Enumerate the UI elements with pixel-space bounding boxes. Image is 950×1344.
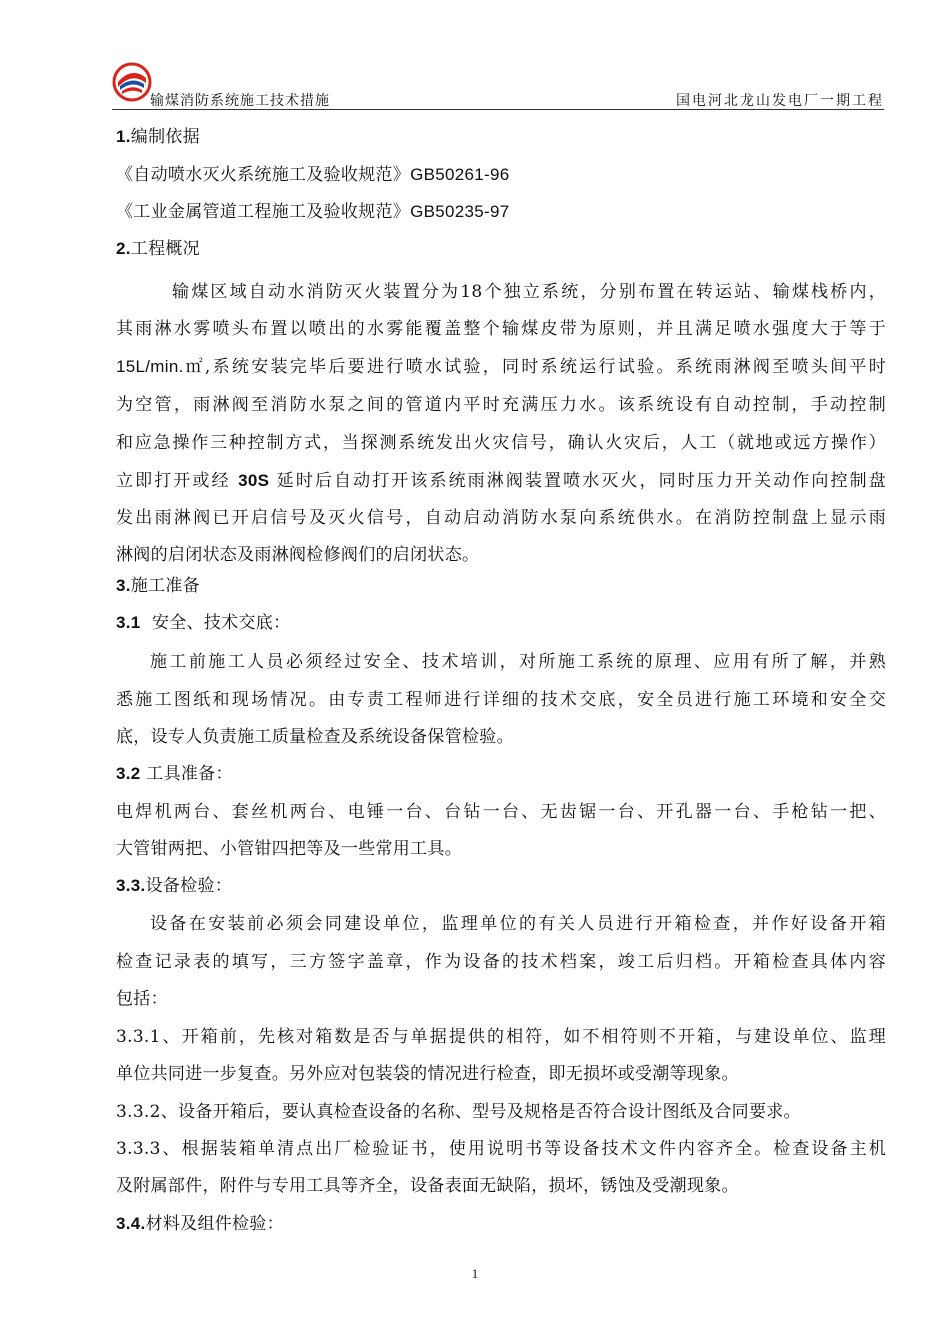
tools-line-2: 大管钳两把、小管钳四把等及一些常用工具。	[116, 839, 462, 859]
spray-intensity-value: 15L/min.㎡	[116, 357, 205, 376]
section-title: 安全、技术交底：	[151, 613, 291, 633]
overview-line-6-text: 延时后自动打开该系统雨淋阀装置喷水灭火，同时压力开关动作向控制盘	[276, 471, 886, 491]
section-heading-2	[116, 237, 886, 261]
delay-value: 30S	[238, 471, 270, 490]
overview-line-7: 发出雨淋阀已开启信号及灭火信号，自动启动消防水泵向系统供水。在消防控制盘上显示雨	[116, 508, 886, 528]
inspection-line-1: 设备在安装前必须会同建设单位，监理单位的有关人员进行开箱检查，并作好设备开箱	[150, 914, 886, 934]
header-divider	[112, 109, 884, 110]
reference-1	[116, 163, 886, 187]
safety-line-2: 悉施工图纸和现场情况。由专责工程师进行详细的技术交底，安全员进行施工环境和安全交	[116, 690, 886, 710]
section-number: 3.1	[116, 613, 141, 632]
section-number: 3.2	[116, 764, 141, 783]
section-number: 2.	[116, 239, 131, 258]
overview-line-2: 其雨淋水雾喷头布置以喷出的水雾能覆盖整个输煤皮带为原则，并且满足喷水强度大于等于	[116, 319, 886, 339]
subsection-heading-3-3	[116, 874, 886, 898]
section-title: 材料及组件检验：	[145, 1214, 284, 1234]
overview-line-8: 淋阀的启闭状态及雨淋阀检修阀们的启闭状态。	[116, 545, 480, 565]
section-number: 1.	[116, 127, 131, 146]
reference-code: GB50261-96	[410, 165, 510, 184]
section-title: 工具准备：	[146, 764, 233, 784]
reference-title: 《工业金属管道工程施工及验收规范》	[116, 202, 411, 222]
inspection-line-3: 包括：	[116, 989, 168, 1009]
overview-line-3-text: ,系统安装完毕后要进行喷水试验，同时系统运行试验。系统雨淋阀至喷头间平时	[204, 357, 887, 377]
subsection-heading-3-1	[116, 611, 886, 635]
safety-line-3: 底，设专人负责施工质量检查及系统设备保管检验。	[116, 727, 514, 747]
item-3-3-3-line-1: 3.3.3、根据装箱单清点出厂检验证书，使用说明书等设备技术文件内容齐全。检查设备主机	[116, 1139, 886, 1159]
reference-2	[116, 200, 886, 224]
overview-line-5: 和应急操作三种控制方式，当探测系统发出火灾信号，确认火灾后，人工（就地或远方操作）	[116, 433, 886, 453]
reference-title: 《自动喷水灭火系统施工及验收规范》	[116, 165, 411, 185]
header-document-title: 输煤消防系统施工技术措施	[150, 93, 330, 109]
overview-line-4: 为空管，雨淋阀至消防水泵之间的管道内平时充满压力水。该系统设有自动控制，手动控制	[116, 395, 886, 415]
section-title: 工程概况	[130, 239, 200, 259]
tools-line-1: 电焊机两台、套丝机两台、电锤一台、台钻一台、无齿锯一台、开孔器一台、手枪钻一把、	[116, 802, 886, 822]
page-header	[112, 62, 884, 110]
section-heading-1	[116, 125, 886, 149]
subsection-heading-3-2	[116, 762, 886, 786]
item-3-3-3-line-2: 及附属部件，附件与专用工具等齐全，设备表面无缺陷，损坏，锈蚀及受潮现象。	[116, 1176, 739, 1196]
reference-code: GB50235-97	[410, 202, 510, 221]
item-3-3-1-line-1: 3.3.1、开箱前，先核对箱数是否与单据提供的相符，如不相符则不开箱，与建设单位、监理	[116, 1027, 886, 1047]
header-project-name: 国电河北龙山发电厂一期工程	[676, 93, 884, 109]
page-number: 1	[471, 1266, 479, 1281]
item-3-3-1-line-2: 单位共同进一步复查。另外应对包装袋的情况进行检查，即无损坏或受潮等现象。	[116, 1064, 739, 1084]
inspection-line-2: 检查记录表的填写，三方签字盖章，作为设备的技术档案，竣工后归档。开箱检查具体内容	[116, 952, 886, 972]
section-number: 3.3.	[116, 876, 146, 895]
overview-line-6	[116, 469, 886, 493]
subsection-heading-3-4	[116, 1212, 886, 1236]
overview-line-3	[116, 355, 886, 379]
section-heading-3	[116, 574, 886, 598]
overview-line-1: 输煤区域自动水消防灭火装置分为18个独立系统，分别布置在转运站、输煤栈桥内，	[172, 282, 886, 302]
section-title: 设备检验：	[145, 876, 233, 896]
section-number: 3.4.	[116, 1214, 146, 1233]
safety-line-1: 施工前施工人员必须经过安全、技术培训，对所施工系统的原理、应用有所了解，并熟	[150, 652, 886, 672]
section-title: 施工准备	[130, 576, 200, 596]
item-3-3-2-line-1: 3.3.2、设备开箱后，要认真检查设备的名称、型号及规格是否符合设计图纸及合同要求。	[116, 1102, 801, 1122]
company-logo-icon	[112, 62, 152, 102]
section-title: 编制依据	[130, 127, 200, 147]
overview-line-6-prefix: 立即打开或经	[116, 471, 231, 491]
section-number: 3.	[116, 576, 131, 595]
